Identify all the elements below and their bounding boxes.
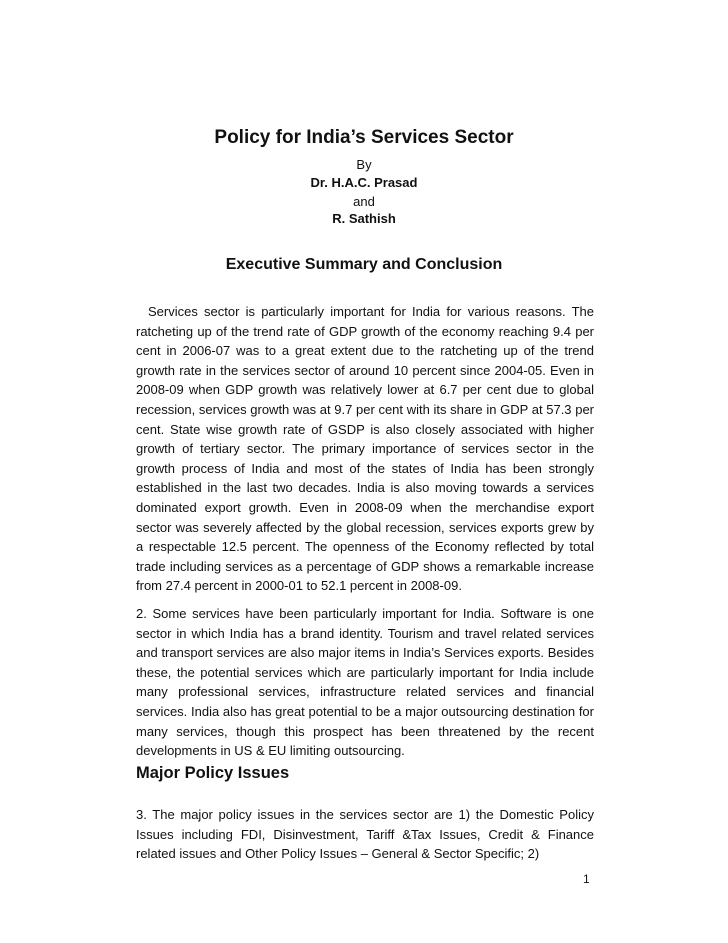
title-text: Policy for India’s Services Sector (214, 127, 514, 148)
paragraph-1-text: Services sector is particularly important for India for various reasons. The ratcheting up of the trend rate of GDP growth of the economy reaching 9.4 per cent in 2006-07 was to a great extent due to the ratcheting up of the trend growth rate in the services sector of around 10 percent since 2004-05. Even in 2008-09 when GDP growth was relatively lower at 6.7 per cent due to global recession, services growth was at 9.7 per cent with its share in GDP at 57.3 per cent. State wise growth rate of GSDP is also closely associated with higher growth of tertiary sector. The primary importance of services sector in the growth process of India and most of the states of India has been strongly established in the last two decades. India is also moving towards a services dominated export growth. Even in 2008-09 when the merchandise export sector was severely affected by the global recession, services exports grew by a respectable 12.5 percent. The openness of the Economy reflected by total trade including services as a percentage of GDP shows a remarkable increase from 27.4 percent in 2000-01 to 52.1 percent in 2008-09. (136, 304, 594, 594)
and-label: and (353, 194, 375, 209)
author-secondary: R. Sathish (332, 211, 396, 226)
page-number: 1 (583, 872, 590, 886)
executive-summary-heading: Executive Summary and Conclusion (225, 256, 503, 273)
author-primary: Dr. H.A.C. Prasad (310, 175, 418, 190)
by-label: By (356, 157, 372, 172)
paragraph-services-importance (136, 302, 594, 596)
major-policy-issues-heading: Major Policy Issues (136, 764, 290, 782)
paragraph-policy-issues: 3. The major policy issues in the services sector are 1) the Domestic Policy Issues including FDI, Disinvestment, Tariff &Tax Issues, Credit & Finance related issues and Other Policy Issues – General & Sector Specific; 2) (136, 807, 594, 862)
paragraph-important-services: 2. Some services have been particularly important for India. Software is one sector in which India has a brand identity. Tourism and travel related services and transport services are also major items in India’s Services exports. Besides these, the potential services which are particularly important for India include many professional services, infrastructure related services and financial services. India also has great potential to be a major outsourcing destination for many services, though this prospect has been threatened by the recent developments in US & EU limiting outsourcing. (136, 606, 594, 759)
document-title (0, 126, 728, 150)
